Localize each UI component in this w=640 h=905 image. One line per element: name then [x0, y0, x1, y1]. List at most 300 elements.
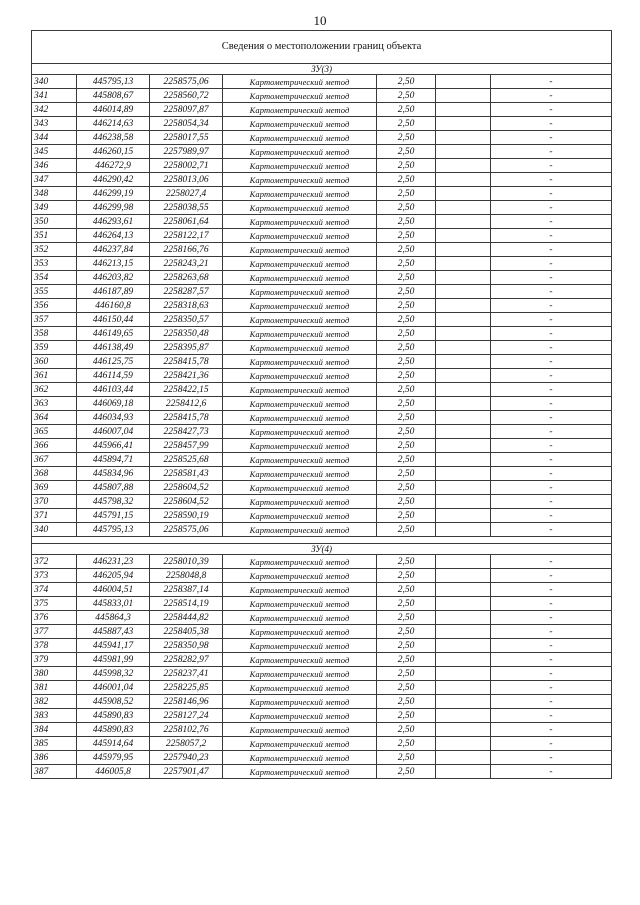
method-cell: Картометрический метод [223, 639, 377, 653]
note-cell: - [491, 229, 612, 243]
x-coordinate-cell: 446238,58 [77, 131, 150, 145]
section-header-row [32, 64, 612, 75]
y-coordinate-cell: 2258514,19 [150, 597, 223, 611]
accuracy-cell: 2,50 [377, 653, 436, 667]
empty-cell [436, 597, 491, 611]
empty-cell [436, 453, 491, 467]
table-row [32, 75, 612, 89]
empty-cell [436, 159, 491, 173]
note-cell: - [491, 285, 612, 299]
x-coordinate-cell: 445894,71 [77, 453, 150, 467]
y-coordinate-cell: 2258395,87 [150, 341, 223, 355]
method-cell: Картометрический метод [223, 723, 377, 737]
y-coordinate-cell: 2258061,64 [150, 215, 223, 229]
note-cell: - [491, 453, 612, 467]
x-coordinate-cell: 445798,32 [77, 495, 150, 509]
table-row [32, 117, 612, 131]
y-coordinate-cell: 2258350,98 [150, 639, 223, 653]
note-cell: - [491, 215, 612, 229]
accuracy-cell: 2,50 [377, 425, 436, 439]
table-row [32, 695, 612, 709]
empty-cell [436, 653, 491, 667]
accuracy-cell: 2,50 [377, 75, 436, 89]
empty-cell [436, 495, 491, 509]
table-row [32, 467, 612, 481]
x-coordinate-cell: 446187,89 [77, 285, 150, 299]
point-number-cell: 357 [32, 313, 77, 327]
y-coordinate-cell: 2258421,36 [150, 369, 223, 383]
method-cell: Картометрический метод [223, 313, 377, 327]
y-coordinate-cell: 2258575,06 [150, 523, 223, 537]
point-number-cell: 370 [32, 495, 77, 509]
y-coordinate-cell: 2258575,06 [150, 75, 223, 89]
accuracy-cell: 2,50 [377, 523, 436, 537]
empty-cell [436, 569, 491, 583]
point-number-cell: 354 [32, 271, 77, 285]
x-coordinate-cell: 446203,82 [77, 271, 150, 285]
y-coordinate-cell: 2258225,85 [150, 681, 223, 695]
point-number-cell: 362 [32, 383, 77, 397]
accuracy-cell: 2,50 [377, 583, 436, 597]
point-number-cell: 369 [32, 481, 77, 495]
accuracy-cell: 2,50 [377, 681, 436, 695]
table-row [32, 555, 612, 569]
accuracy-cell: 2,50 [377, 201, 436, 215]
accuracy-cell: 2,50 [377, 495, 436, 509]
point-number-cell: 387 [32, 765, 77, 779]
table-row [32, 243, 612, 257]
y-coordinate-cell: 2257940,23 [150, 751, 223, 765]
method-cell: Картометрический метод [223, 681, 377, 695]
accuracy-cell: 2,50 [377, 229, 436, 243]
method-cell: Картометрический метод [223, 611, 377, 625]
accuracy-cell: 2,50 [377, 611, 436, 625]
point-number-cell: 345 [32, 145, 77, 159]
note-cell: - [491, 201, 612, 215]
table-row [32, 625, 612, 639]
point-number-cell: 340 [32, 75, 77, 89]
method-cell: Картометрический метод [223, 569, 377, 583]
note-cell: - [491, 397, 612, 411]
accuracy-cell: 2,50 [377, 271, 436, 285]
method-cell: Картометрический метод [223, 583, 377, 597]
empty-cell [436, 709, 491, 723]
table-row [32, 583, 612, 597]
empty-cell [436, 467, 491, 481]
point-number-cell: 366 [32, 439, 77, 453]
point-number-cell: 371 [32, 509, 77, 523]
note-cell: - [491, 425, 612, 439]
accuracy-cell: 2,50 [377, 369, 436, 383]
table-row [32, 411, 612, 425]
y-coordinate-cell: 2258590,19 [150, 509, 223, 523]
point-number-cell: 381 [32, 681, 77, 695]
empty-cell [436, 243, 491, 257]
accuracy-cell: 2,50 [377, 695, 436, 709]
x-coordinate-cell: 445908,52 [77, 695, 150, 709]
x-coordinate-cell: 446069,18 [77, 397, 150, 411]
section-name: ЗУ(3) [32, 64, 612, 75]
accuracy-cell: 2,50 [377, 145, 436, 159]
y-coordinate-cell: 2258318,63 [150, 299, 223, 313]
x-coordinate-cell: 445795,13 [77, 75, 150, 89]
method-cell: Картометрический метод [223, 625, 377, 639]
table-row [32, 667, 612, 681]
note-cell: - [491, 299, 612, 313]
note-cell: - [491, 653, 612, 667]
method-cell: Картометрический метод [223, 425, 377, 439]
y-coordinate-cell: 2258102,76 [150, 723, 223, 737]
table-title-row [32, 31, 612, 64]
point-number-cell: 364 [32, 411, 77, 425]
point-number-cell: 374 [32, 583, 77, 597]
point-number-cell: 348 [32, 187, 77, 201]
point-number-cell: 346 [32, 159, 77, 173]
x-coordinate-cell: 446299,19 [77, 187, 150, 201]
table-row [32, 299, 612, 313]
table-row [32, 639, 612, 653]
y-coordinate-cell: 2258057,2 [150, 737, 223, 751]
method-cell: Картометрический метод [223, 737, 377, 751]
accuracy-cell: 2,50 [377, 383, 436, 397]
point-number-cell: 372 [32, 555, 77, 569]
y-coordinate-cell: 2258010,39 [150, 555, 223, 569]
empty-cell [436, 751, 491, 765]
x-coordinate-cell: 446272,9 [77, 159, 150, 173]
empty-cell [436, 327, 491, 341]
method-cell: Картометрический метод [223, 481, 377, 495]
table-row [32, 481, 612, 495]
table-row [32, 383, 612, 397]
accuracy-cell: 2,50 [377, 639, 436, 653]
accuracy-cell: 2,50 [377, 173, 436, 187]
point-number-cell: 383 [32, 709, 77, 723]
empty-cell [436, 681, 491, 695]
x-coordinate-cell: 446138,49 [77, 341, 150, 355]
empty-cell [436, 75, 491, 89]
method-cell: Картометрический метод [223, 131, 377, 145]
note-cell: - [491, 625, 612, 639]
y-coordinate-cell: 2258525,68 [150, 453, 223, 467]
method-cell: Картометрический метод [223, 145, 377, 159]
x-coordinate-cell: 446007,04 [77, 425, 150, 439]
table-row [32, 173, 612, 187]
y-coordinate-cell: 2258457,99 [150, 439, 223, 453]
table-row [32, 709, 612, 723]
x-coordinate-cell: 446125,75 [77, 355, 150, 369]
note-cell: - [491, 597, 612, 611]
y-coordinate-cell: 2258146,96 [150, 695, 223, 709]
empty-cell [436, 229, 491, 243]
accuracy-cell: 2,50 [377, 341, 436, 355]
y-coordinate-cell: 2257989,97 [150, 145, 223, 159]
y-coordinate-cell: 2258097,87 [150, 103, 223, 117]
accuracy-cell: 2,50 [377, 131, 436, 145]
point-number-cell: 386 [32, 751, 77, 765]
note-cell: - [491, 341, 612, 355]
x-coordinate-cell: 446299,98 [77, 201, 150, 215]
point-number-cell: 376 [32, 611, 77, 625]
method-cell: Картометрический метод [223, 439, 377, 453]
empty-cell [436, 299, 491, 313]
empty-cell [436, 341, 491, 355]
table-body [32, 31, 612, 779]
point-number-cell: 367 [32, 453, 77, 467]
accuracy-cell: 2,50 [377, 765, 436, 779]
method-cell: Картометрический метод [223, 667, 377, 681]
y-coordinate-cell: 2258604,52 [150, 481, 223, 495]
y-coordinate-cell: 2258405,38 [150, 625, 223, 639]
x-coordinate-cell: 445890,83 [77, 709, 150, 723]
accuracy-cell: 2,50 [377, 355, 436, 369]
note-cell: - [491, 75, 612, 89]
point-number-cell: 378 [32, 639, 77, 653]
method-cell: Картометрический метод [223, 383, 377, 397]
x-coordinate-cell: 445833,01 [77, 597, 150, 611]
table-row [32, 187, 612, 201]
accuracy-cell: 2,50 [377, 737, 436, 751]
x-coordinate-cell: 446004,51 [77, 583, 150, 597]
table-row [32, 653, 612, 667]
table-row [32, 313, 612, 327]
note-cell: - [491, 723, 612, 737]
table-row [32, 215, 612, 229]
x-coordinate-cell: 446114,59 [77, 369, 150, 383]
note-cell: - [491, 187, 612, 201]
point-number-cell: 344 [32, 131, 77, 145]
accuracy-cell: 2,50 [377, 411, 436, 425]
method-cell: Картометрический метод [223, 751, 377, 765]
note-cell: - [491, 369, 612, 383]
method-cell: Картометрический метод [223, 299, 377, 313]
method-cell: Картометрический метод [223, 355, 377, 369]
point-number-cell: 365 [32, 425, 77, 439]
method-cell: Картометрический метод [223, 467, 377, 481]
method-cell: Картометрический метод [223, 271, 377, 285]
x-coordinate-cell: 445890,83 [77, 723, 150, 737]
empty-cell [436, 667, 491, 681]
empty-cell [436, 397, 491, 411]
y-coordinate-cell: 2258127,24 [150, 709, 223, 723]
page-number: 10 [313, 13, 327, 28]
x-coordinate-cell: 446290,42 [77, 173, 150, 187]
point-number-cell: 349 [32, 201, 77, 215]
accuracy-cell: 2,50 [377, 555, 436, 569]
note-cell: - [491, 383, 612, 397]
note-cell: - [491, 243, 612, 257]
empty-cell [436, 89, 491, 103]
empty-cell [436, 509, 491, 523]
note-cell: - [491, 523, 612, 537]
accuracy-cell: 2,50 [377, 313, 436, 327]
y-coordinate-cell: 2258560,72 [150, 89, 223, 103]
point-number-cell: 359 [32, 341, 77, 355]
point-number-cell: 360 [32, 355, 77, 369]
y-coordinate-cell: 2258048,8 [150, 569, 223, 583]
y-coordinate-cell: 2258412,6 [150, 397, 223, 411]
accuracy-cell: 2,50 [377, 569, 436, 583]
method-cell: Картометрический метод [223, 75, 377, 89]
note-cell: - [491, 145, 612, 159]
table-row [32, 369, 612, 383]
x-coordinate-cell: 446260,15 [77, 145, 150, 159]
note-cell: - [491, 271, 612, 285]
x-coordinate-cell: 446293,61 [77, 215, 150, 229]
y-coordinate-cell: 2258013,06 [150, 173, 223, 187]
note-cell: - [491, 173, 612, 187]
table-row [32, 439, 612, 453]
x-coordinate-cell: 446014,89 [77, 103, 150, 117]
note-cell: - [491, 89, 612, 103]
method-cell: Картометрический метод [223, 397, 377, 411]
accuracy-cell: 2,50 [377, 667, 436, 681]
note-cell: - [491, 611, 612, 625]
accuracy-cell: 2,50 [377, 103, 436, 117]
x-coordinate-cell: 446237,84 [77, 243, 150, 257]
accuracy-cell: 2,50 [377, 481, 436, 495]
empty-cell [436, 695, 491, 709]
table-row [32, 145, 612, 159]
accuracy-cell: 2,50 [377, 467, 436, 481]
note-cell: - [491, 555, 612, 569]
table-row [32, 425, 612, 439]
note-cell: - [491, 313, 612, 327]
method-cell: Картометрический метод [223, 103, 377, 117]
note-cell: - [491, 681, 612, 695]
note-cell: - [491, 355, 612, 369]
empty-cell [436, 145, 491, 159]
y-coordinate-cell: 2258287,57 [150, 285, 223, 299]
method-cell: Картометрический метод [223, 89, 377, 103]
accuracy-cell: 2,50 [377, 117, 436, 131]
accuracy-cell: 2,50 [377, 439, 436, 453]
method-cell: Картометрический метод [223, 341, 377, 355]
table-row [32, 201, 612, 215]
table-title: Сведения о местоположении границ объекта [32, 31, 612, 64]
accuracy-cell: 2,50 [377, 397, 436, 411]
point-number-cell: 341 [32, 89, 77, 103]
empty-cell [436, 103, 491, 117]
y-coordinate-cell: 2258017,55 [150, 131, 223, 145]
accuracy-cell: 2,50 [377, 187, 436, 201]
x-coordinate-cell: 445979,95 [77, 751, 150, 765]
method-cell: Картометрический метод [223, 369, 377, 383]
y-coordinate-cell: 2258237,41 [150, 667, 223, 681]
table-row [32, 327, 612, 341]
table-row [32, 597, 612, 611]
accuracy-cell: 2,50 [377, 723, 436, 737]
note-cell: - [491, 667, 612, 681]
x-coordinate-cell: 446205,94 [77, 569, 150, 583]
section-name: ЗУ(4) [32, 544, 612, 555]
x-coordinate-cell: 445834,96 [77, 467, 150, 481]
y-coordinate-cell: 2258444,82 [150, 611, 223, 625]
empty-cell [436, 313, 491, 327]
method-cell: Картометрический метод [223, 509, 377, 523]
x-coordinate-cell: 446103,44 [77, 383, 150, 397]
note-cell: - [491, 495, 612, 509]
note-cell: - [491, 481, 612, 495]
accuracy-cell: 2,50 [377, 159, 436, 173]
point-number-cell: 347 [32, 173, 77, 187]
x-coordinate-cell: 446231,23 [77, 555, 150, 569]
method-cell: Картометрический метод [223, 523, 377, 537]
y-coordinate-cell: 2258581,43 [150, 467, 223, 481]
point-number-cell: 373 [32, 569, 77, 583]
accuracy-cell: 2,50 [377, 215, 436, 229]
point-number-cell: 379 [32, 653, 77, 667]
method-cell: Картометрический метод [223, 229, 377, 243]
point-number-cell: 356 [32, 299, 77, 313]
note-cell: - [491, 159, 612, 173]
point-number-cell: 385 [32, 737, 77, 751]
x-coordinate-cell: 445966,41 [77, 439, 150, 453]
x-coordinate-cell: 446149,65 [77, 327, 150, 341]
table-row [32, 271, 612, 285]
table-row [32, 257, 612, 271]
empty-cell [436, 355, 491, 369]
note-cell: - [491, 131, 612, 145]
empty-cell [436, 583, 491, 597]
note-cell: - [491, 439, 612, 453]
point-number-cell: 368 [32, 467, 77, 481]
section-header-row [32, 544, 612, 555]
y-coordinate-cell: 2258027,4 [150, 187, 223, 201]
x-coordinate-cell: 445914,64 [77, 737, 150, 751]
point-number-cell: 342 [32, 103, 77, 117]
method-cell: Картометрический метод [223, 695, 377, 709]
empty-cell [436, 625, 491, 639]
y-coordinate-cell: 2258054,34 [150, 117, 223, 131]
accuracy-cell: 2,50 [377, 625, 436, 639]
point-number-cell: 343 [32, 117, 77, 131]
note-cell: - [491, 117, 612, 131]
y-coordinate-cell: 2258422,15 [150, 383, 223, 397]
empty-cell [436, 117, 491, 131]
note-cell: - [491, 509, 612, 523]
method-cell: Картометрический метод [223, 117, 377, 131]
accuracy-cell: 2,50 [377, 597, 436, 611]
empty-cell [436, 215, 491, 229]
point-number-cell: 355 [32, 285, 77, 299]
note-cell: - [491, 639, 612, 653]
method-cell: Картометрический метод [223, 285, 377, 299]
empty-cell [436, 201, 491, 215]
method-cell: Картометрический метод [223, 215, 377, 229]
y-coordinate-cell: 2258415,78 [150, 411, 223, 425]
x-coordinate-cell: 445791,15 [77, 509, 150, 523]
table-row [32, 89, 612, 103]
y-coordinate-cell: 2258427,73 [150, 425, 223, 439]
table-row [32, 229, 612, 243]
accuracy-cell: 2,50 [377, 453, 436, 467]
note-cell: - [491, 737, 612, 751]
x-coordinate-cell: 445864,3 [77, 611, 150, 625]
x-coordinate-cell: 446150,44 [77, 313, 150, 327]
point-number-cell: 351 [32, 229, 77, 243]
point-number-cell: 363 [32, 397, 77, 411]
note-cell: - [491, 695, 612, 709]
method-cell: Картометрический метод [223, 327, 377, 341]
y-coordinate-cell: 2258387,14 [150, 583, 223, 597]
point-number-cell: 358 [32, 327, 77, 341]
method-cell: Картометрический метод [223, 201, 377, 215]
y-coordinate-cell: 2258038,55 [150, 201, 223, 215]
y-coordinate-cell: 2258350,57 [150, 313, 223, 327]
method-cell: Картометрический метод [223, 495, 377, 509]
method-cell: Картометрический метод [223, 765, 377, 779]
accuracy-cell: 2,50 [377, 243, 436, 257]
